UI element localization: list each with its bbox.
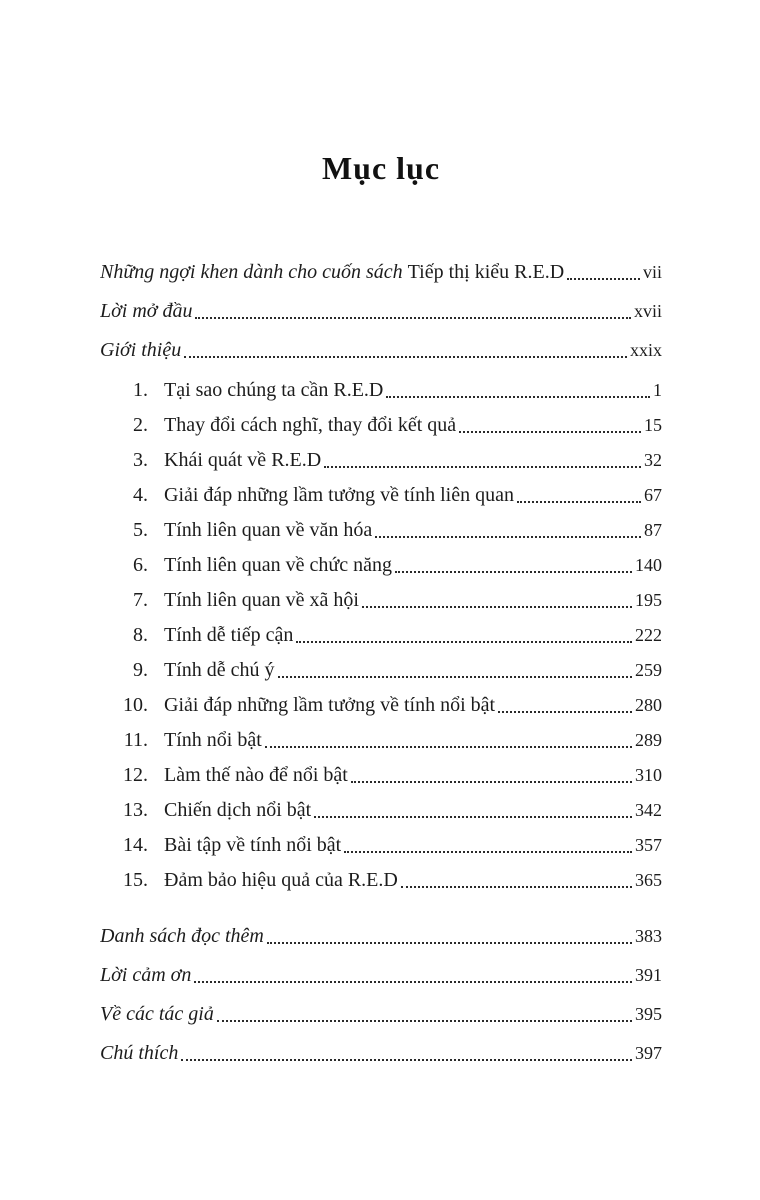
dot-leader bbox=[184, 356, 627, 358]
entry-title-roman: Tiếp thị kiểu R.E.D bbox=[407, 261, 565, 283]
entry-page: 87 bbox=[644, 520, 662, 540]
entry-number: 1. bbox=[133, 379, 148, 401]
entry-page: 342 bbox=[635, 800, 662, 820]
entry-title: Giới thiệu bbox=[100, 339, 182, 361]
entry-title: Khái quát về R.E.D bbox=[164, 449, 322, 471]
entry-number: 9. bbox=[133, 659, 148, 681]
dot-leader bbox=[278, 676, 632, 678]
entry-title: Tính liên quan về chức năng bbox=[164, 554, 392, 576]
dot-leader bbox=[362, 606, 632, 608]
entry-title: Thay đổi cách nghĩ, thay đổi kết quả bbox=[164, 414, 457, 436]
entry-title: Tính dễ tiếp cận bbox=[164, 624, 294, 646]
entry-page: 365 bbox=[635, 870, 662, 890]
toc-chapter-entry bbox=[100, 517, 662, 543]
front-matter-section bbox=[100, 259, 662, 363]
toc-back-entry bbox=[100, 1001, 662, 1027]
entry-number: 3. bbox=[133, 449, 148, 471]
toc-chapter-entry bbox=[100, 692, 662, 718]
entry-title: Tại sao chúng ta cần R.E.D bbox=[164, 379, 384, 401]
entry-title: Tính liên quan về văn hóa bbox=[164, 519, 373, 541]
entry-page: 140 bbox=[635, 555, 662, 575]
entry-number: 6. bbox=[133, 554, 148, 576]
entry-page: 310 bbox=[635, 765, 662, 785]
entry-number: 2. bbox=[133, 414, 148, 436]
dot-leader bbox=[401, 886, 632, 888]
entry-page: 383 bbox=[635, 926, 662, 946]
entry-page: 280 bbox=[635, 695, 662, 715]
dot-leader bbox=[567, 278, 640, 280]
entry-number: 15. bbox=[123, 869, 148, 891]
toc-chapter-entry bbox=[100, 412, 662, 438]
dot-leader bbox=[517, 501, 641, 503]
entry-page: vii bbox=[642, 262, 662, 282]
toc-back-entry bbox=[100, 962, 662, 988]
entry-title bbox=[100, 259, 564, 285]
entry-page: 15 bbox=[644, 415, 662, 435]
dot-leader bbox=[181, 1059, 632, 1061]
toc-front-entry bbox=[100, 337, 662, 363]
toc-chapter-entry bbox=[100, 622, 662, 648]
dot-leader bbox=[351, 781, 632, 783]
dot-leader bbox=[194, 981, 632, 983]
entry-number: 7. bbox=[133, 589, 148, 611]
dot-leader bbox=[267, 942, 632, 944]
toc-chapter-entry bbox=[100, 447, 662, 473]
toc-front-entry bbox=[100, 259, 662, 285]
toc-chapter-entry bbox=[100, 657, 662, 683]
entry-page: 391 bbox=[635, 965, 662, 985]
dot-leader bbox=[296, 641, 632, 643]
entry-page: 397 bbox=[635, 1043, 662, 1063]
entry-number: 8. bbox=[133, 624, 148, 646]
entry-page: 32 bbox=[644, 450, 662, 470]
entry-title: Bài tập về tính nổi bật bbox=[164, 834, 342, 856]
entry-number: 13. bbox=[123, 799, 148, 821]
entry-title: Danh sách đọc thêm bbox=[100, 925, 264, 947]
dot-leader bbox=[344, 851, 632, 853]
entry-title-italic: Những ngợi khen dành cho cuốn sách bbox=[100, 261, 408, 283]
entry-page: 259 bbox=[635, 660, 662, 680]
toc-front-entry bbox=[100, 298, 662, 324]
entry-title: Lời mở đầu bbox=[100, 300, 193, 322]
entry-page: xvii bbox=[633, 301, 662, 321]
toc-chapter-entry bbox=[100, 482, 662, 508]
back-matter-section bbox=[100, 923, 662, 1066]
entry-title: Tính dễ chú ý bbox=[164, 659, 275, 681]
entry-title: Đảm bảo hiệu quả của R.E.D bbox=[164, 869, 398, 891]
entry-page: 289 bbox=[635, 730, 662, 750]
dot-leader bbox=[498, 711, 632, 713]
entry-page: xxix bbox=[629, 340, 662, 360]
entry-number: 11. bbox=[123, 729, 148, 751]
dot-leader bbox=[386, 396, 650, 398]
entry-page: 67 bbox=[644, 485, 662, 505]
entry-title: Làm thế nào để nổi bật bbox=[164, 764, 348, 786]
entry-title: Giải đáp những lầm tưởng về tính liên quan bbox=[164, 484, 514, 506]
dot-leader bbox=[395, 571, 632, 573]
entry-number: 4. bbox=[133, 484, 148, 506]
entry-page: 395 bbox=[635, 1004, 662, 1024]
entry-page: 357 bbox=[635, 835, 662, 855]
dot-leader bbox=[195, 317, 631, 319]
entry-title: Lời cảm ơn bbox=[100, 964, 192, 986]
entry-number: 14. bbox=[123, 834, 148, 856]
toc-chapter-entry bbox=[100, 832, 662, 858]
toc-back-entry bbox=[100, 923, 662, 949]
toc-chapter-entry bbox=[100, 867, 662, 893]
dot-leader bbox=[459, 431, 641, 433]
entry-title: Chiến dịch nổi bật bbox=[164, 799, 312, 821]
toc-chapter-entry bbox=[100, 587, 662, 613]
entry-title: Chú thích bbox=[100, 1042, 179, 1064]
dot-leader bbox=[314, 816, 632, 818]
chapters-section bbox=[100, 377, 662, 893]
entry-page: 195 bbox=[635, 590, 662, 610]
entry-number: 5. bbox=[133, 519, 148, 541]
entry-page: 222 bbox=[635, 625, 662, 645]
entry-number: 12. bbox=[123, 764, 148, 786]
toc-back-entry bbox=[100, 1040, 662, 1066]
toc-chapter-entry bbox=[100, 727, 662, 753]
entry-page: 1 bbox=[653, 380, 662, 400]
entry-title: Tính liên quan về xã hội bbox=[164, 589, 359, 611]
dot-leader bbox=[375, 536, 641, 538]
dot-leader bbox=[265, 746, 632, 748]
toc-chapter-entry bbox=[100, 377, 662, 403]
page-title: Mục lục bbox=[321, 150, 441, 186]
toc-chapter-entry bbox=[100, 762, 662, 788]
entry-title: Tính nổi bật bbox=[164, 729, 262, 751]
toc-chapter-entry bbox=[100, 552, 662, 578]
entry-number: 10. bbox=[123, 694, 148, 716]
dot-leader bbox=[217, 1020, 632, 1022]
toc-chapter-entry bbox=[100, 797, 662, 823]
dot-leader bbox=[324, 466, 641, 468]
entry-title: Giải đáp những lầm tưởng về tính nổi bật bbox=[164, 694, 496, 716]
entry-title: Về các tác giả bbox=[100, 1003, 214, 1025]
